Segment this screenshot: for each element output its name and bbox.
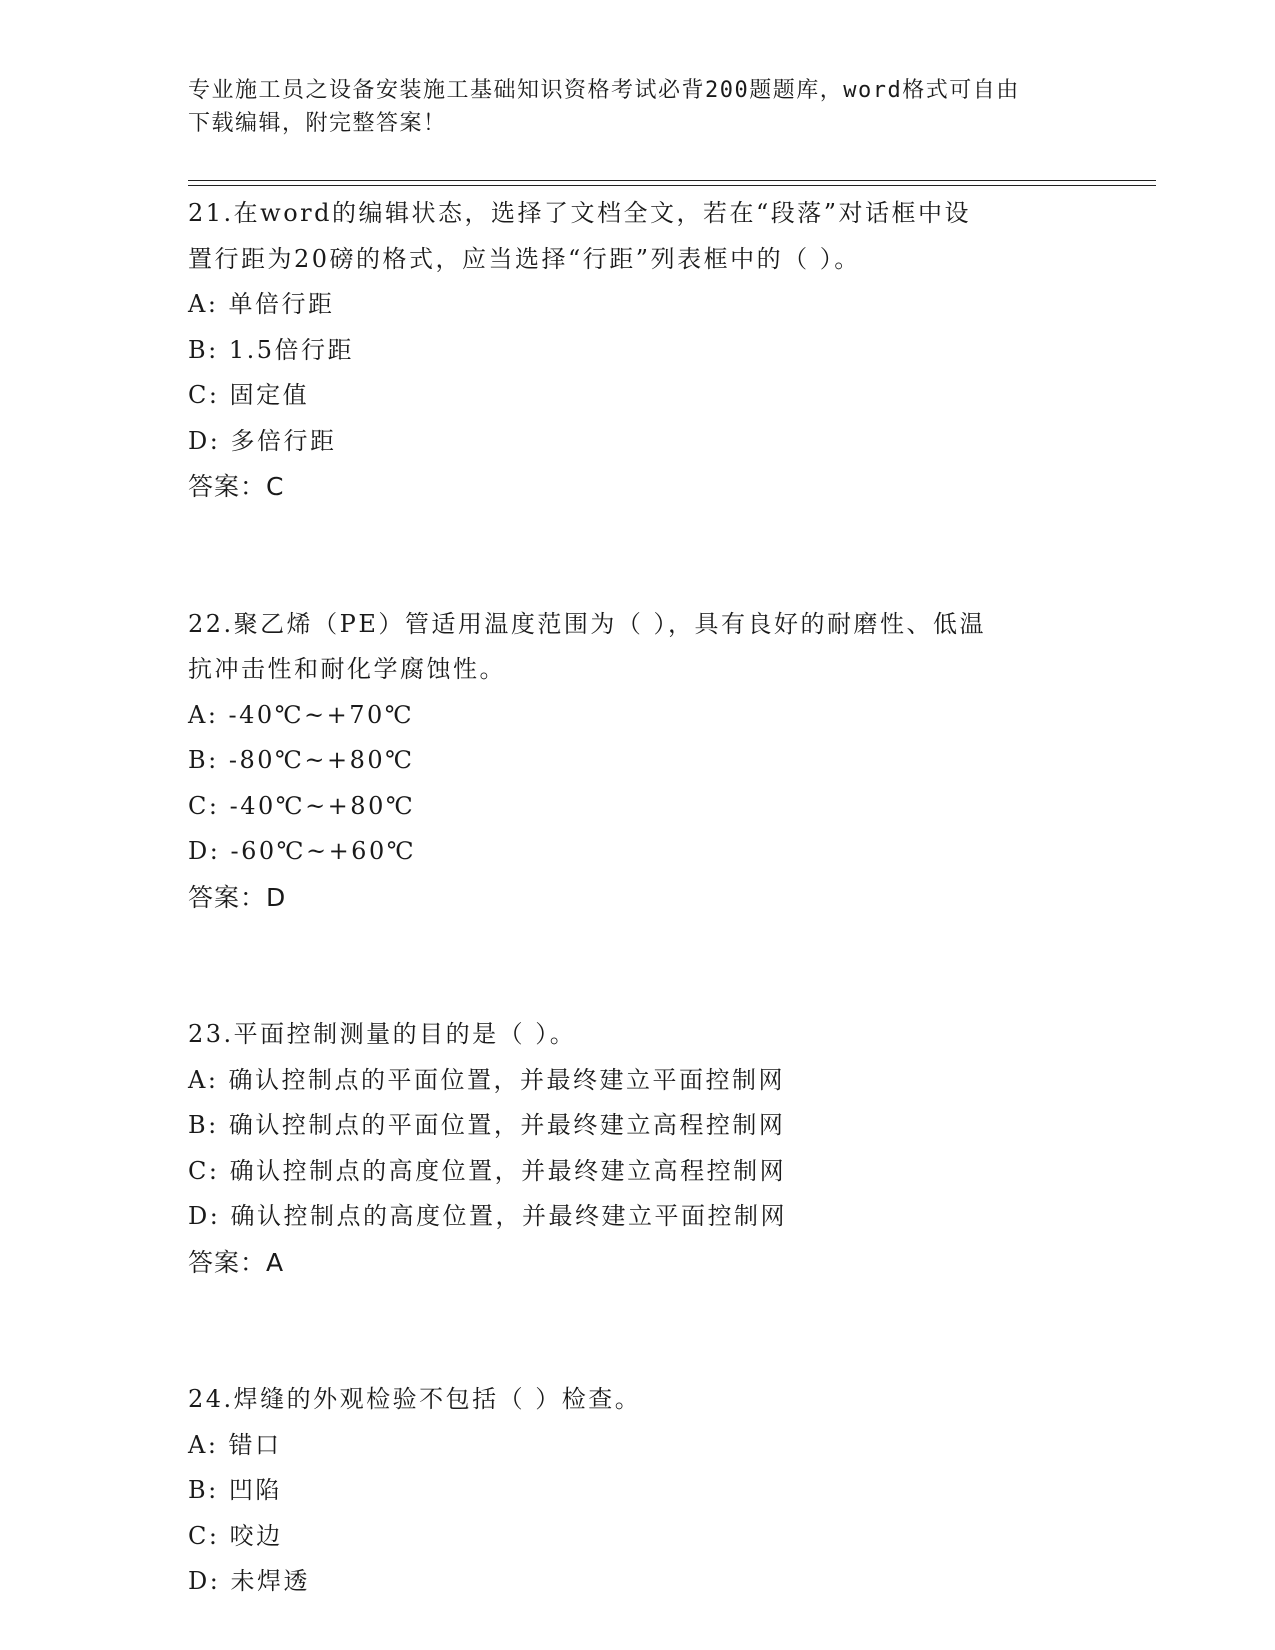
document-header — [188, 74, 1078, 140]
question-stem: 21.在word的编辑状态，选择了文档全文，若在“段落”对话框中设 — [188, 199, 972, 227]
spacer — [188, 920, 1088, 1012]
option-b: B: -80℃~+80℃ — [188, 746, 415, 774]
option-b: B: 凹陷 — [188, 1476, 282, 1504]
option-c: C: -40℃~+80℃ — [188, 791, 416, 820]
option-c: C: 确认控制点的高度位置，并最终建立高程控制网 — [188, 1156, 787, 1185]
question-list — [188, 191, 1088, 1605]
question-stem: 24.焊缝的外观检验不包括（ ）检查。 — [188, 1385, 642, 1413]
option-a: A: 确认控制点的平面位置，并最终建立平面控制网 — [188, 1065, 786, 1094]
option-d: D: -60℃~+60℃ — [188, 837, 417, 865]
spacer — [188, 510, 1088, 602]
option-a: A: 单倍行距 — [188, 290, 335, 318]
header-line-2: 下载编辑，附完整答案！ — [188, 111, 447, 136]
answer: 答案：D — [188, 882, 287, 912]
option-c: C: 固定值 — [188, 381, 310, 409]
question-stem: 23.平面控制测量的目的是（ ）。 — [188, 1020, 577, 1048]
option-a: A: -40℃~+70℃ — [188, 700, 415, 729]
option-a: A: 错口 — [188, 1430, 282, 1459]
question-stem-cont: 抗冲击性和耐化学腐蚀性。 — [188, 655, 506, 683]
option-c: C: 咬边 — [188, 1521, 283, 1550]
answer: 答案：A — [188, 1247, 285, 1277]
question-stem: 22.聚乙烯（PE）管适用温度范围为（ ），具有良好的耐磨性、低温 — [188, 609, 986, 638]
question-21 — [188, 191, 1088, 510]
header-rule-top — [188, 180, 1156, 181]
answer: 答案：C — [188, 472, 285, 501]
question-24 — [188, 1377, 1088, 1605]
spacer — [188, 1285, 1088, 1377]
header-line-1: 专业施工员之设备安装施工基础知识资格考试必背200题题库，word格式可自由 — [188, 78, 1020, 103]
option-b: B: 1.5倍行距 — [188, 335, 355, 364]
option-b: B: 确认控制点的平面位置，并最终建立高程控制网 — [188, 1111, 786, 1139]
question-23 — [188, 1012, 1088, 1285]
question-stem-cont: 置行距为20磅的格式，应当选择“行距”列表框中的（ ）。 — [188, 244, 861, 273]
question-22 — [188, 602, 1088, 921]
option-d: D: 未焊透 — [188, 1567, 310, 1595]
header-rule-bottom — [188, 185, 1156, 186]
option-d: D: 确认控制点的高度位置，并最终建立平面控制网 — [188, 1202, 787, 1230]
option-d: D: 多倍行距 — [188, 426, 337, 455]
